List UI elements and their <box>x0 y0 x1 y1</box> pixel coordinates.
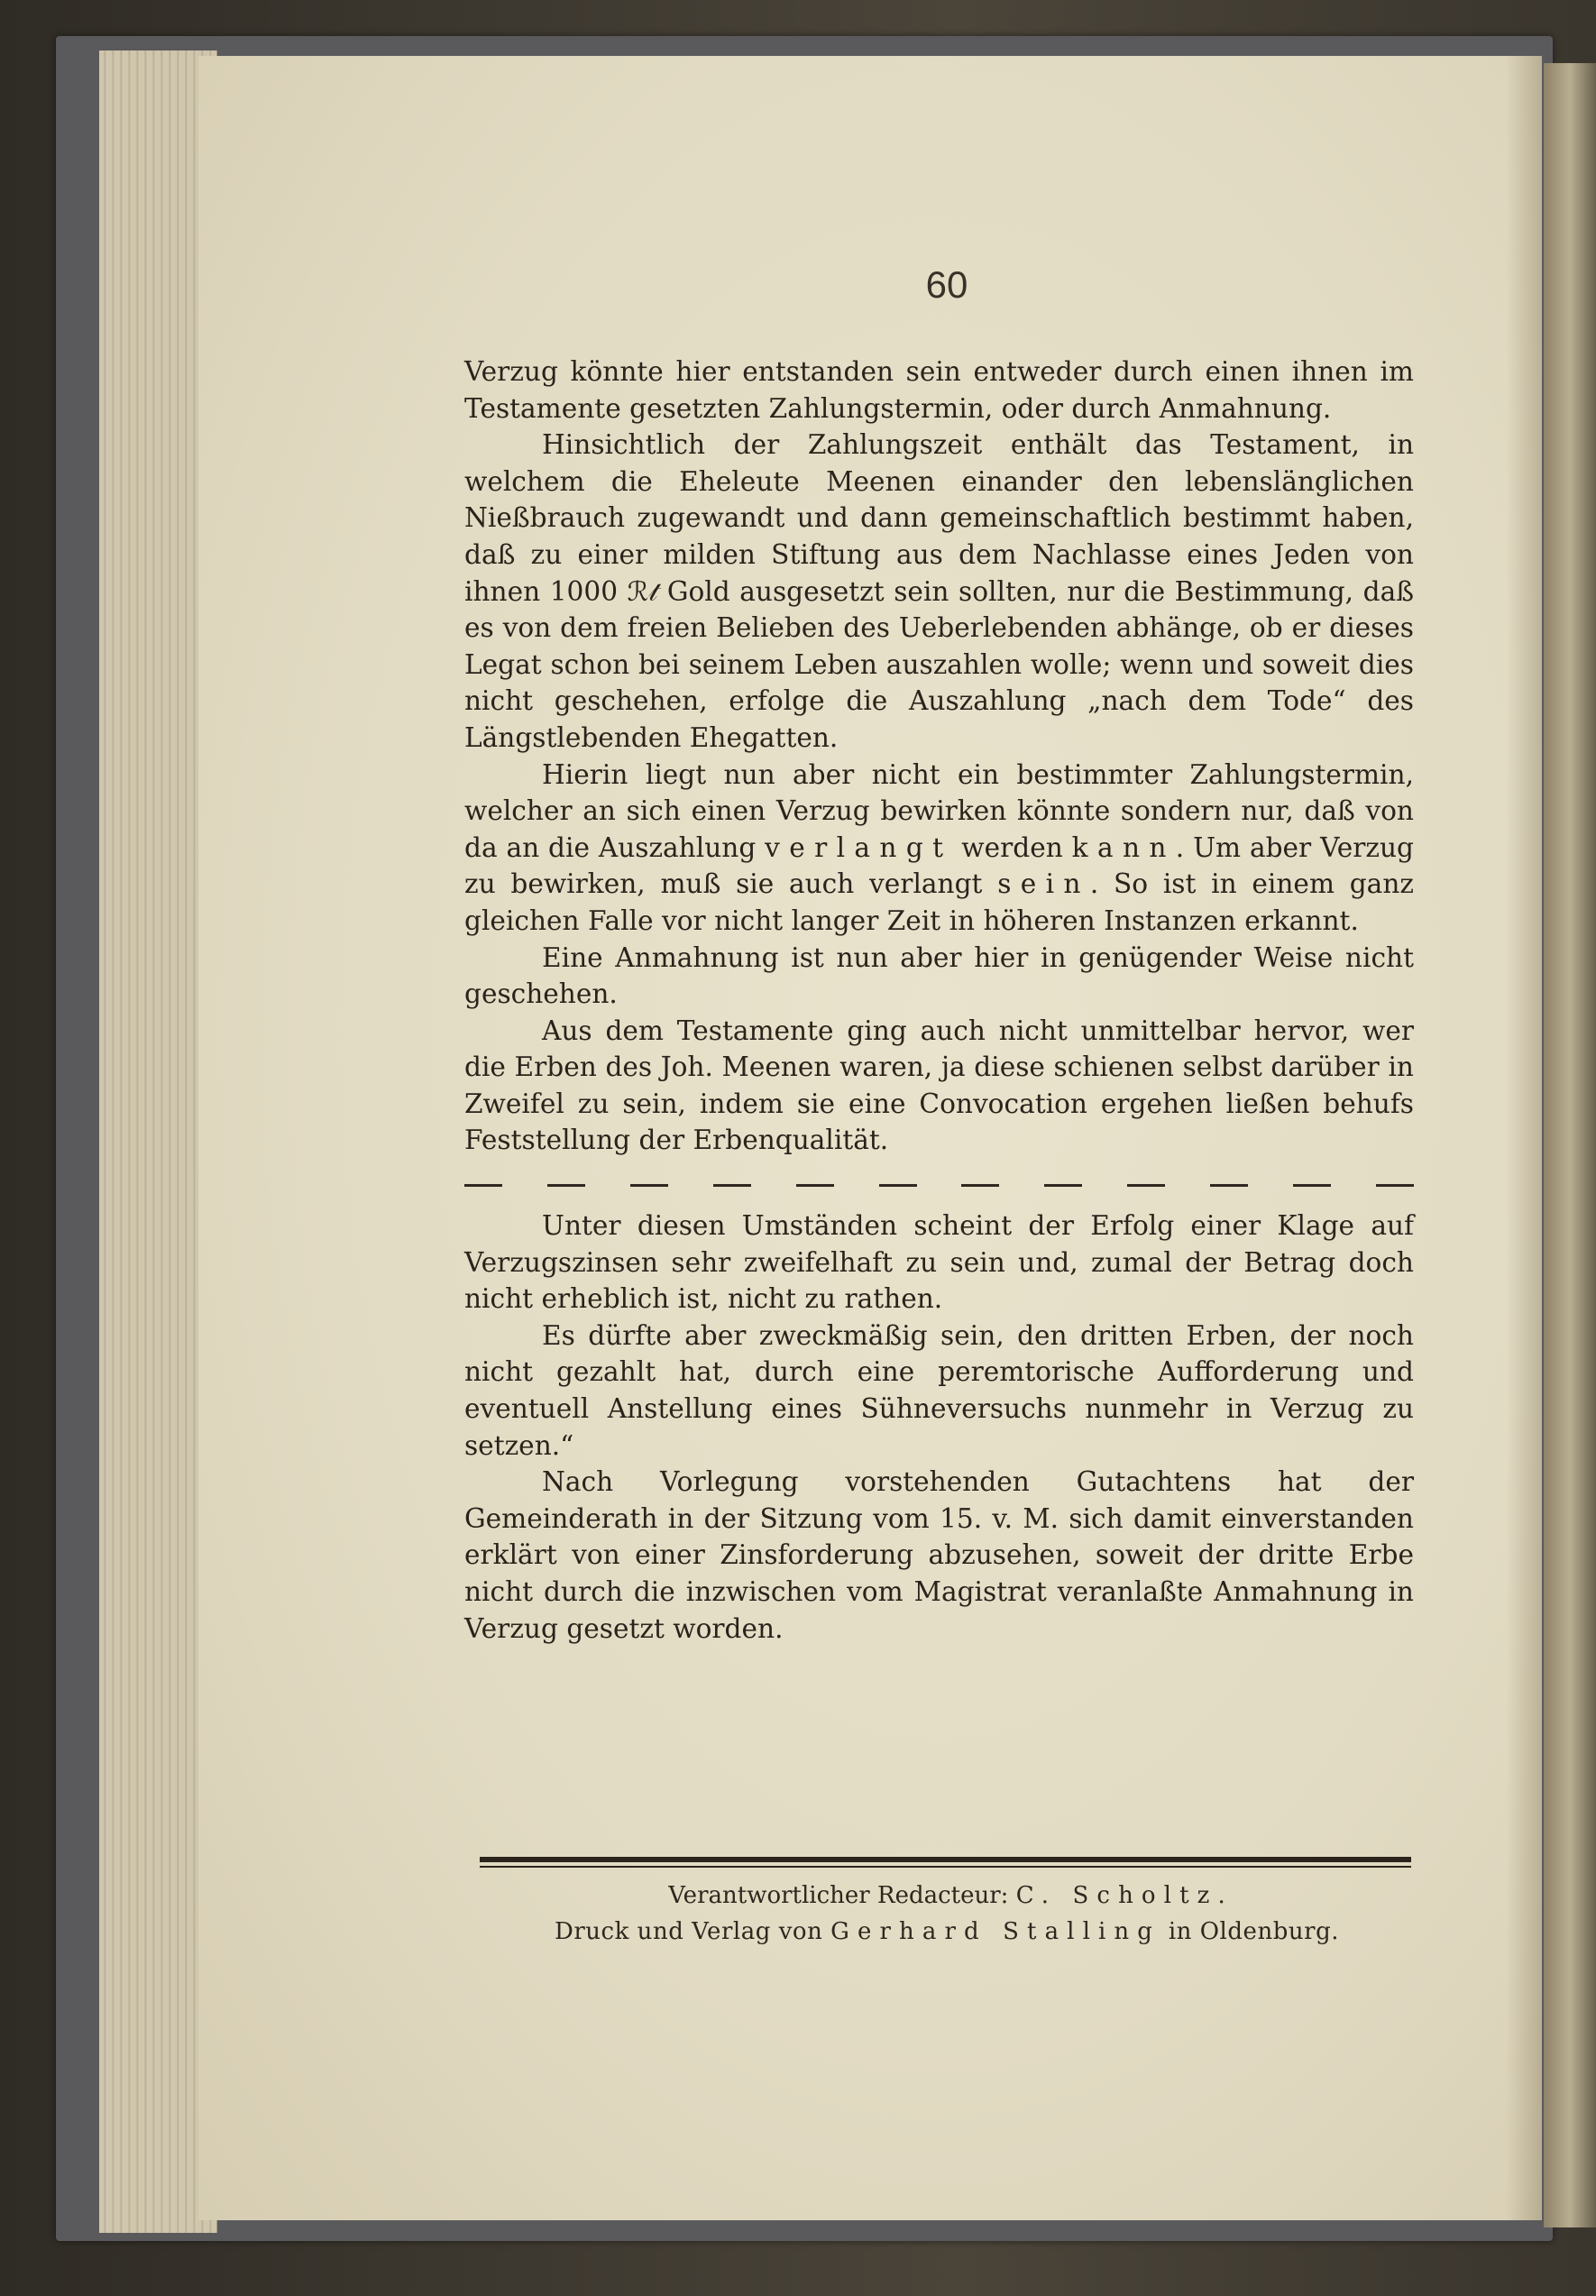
section-separator <box>464 1171 1414 1199</box>
paragraph: Unter diesen Umständen scheint der Erfolg einer Klage auf Verzugszinsen sehr zweifelhaft zu sein und, zumal der Betrag doch nicht erheblich ist, nicht zu rathen. <box>464 1210 1414 1315</box>
next-page-edge <box>1544 63 1596 2227</box>
separator-dash <box>879 1184 917 1187</box>
editor-label: Verantwortlicher Redacteur: <box>668 1882 1016 1909</box>
page-number: 60 <box>925 263 968 306</box>
editor-end: . <box>1217 1882 1225 1909</box>
separator-dash <box>961 1184 999 1187</box>
paragraph: Hinsichtlich der Zahlungszeit enthält das Testament, in welchem die Eheleute Meenen einander den lebenslänglichen Nießbrauch zugewandt und dann gemeinschaftlich bestimmt haben, daß zu einer milden Stiftung aus dem Nachlasse eines Jeden von ihnen 1000 ℛ𝓉 Gold ausgesetzt sein sollten, nur die Bestimmung, daß es von dem freien Belieben des Ueberlebenden abhänge, ob er dieses Legat schon bei seinem Leben auszahlen wolle; wenn und soweit dies nicht geschehen, erfolge die Auszahlung „nach dem Tode“ des Längstlebenden Ehegatten. <box>464 429 1414 753</box>
imprint-rule <box>480 1857 1411 1868</box>
printer-line <box>469 1914 1425 1950</box>
paragraph: Verzug könnte hier entstanden sein entweder durch einen ihnen im Testamente gesetzten Zahlungstermin, oder durch Anmahnung. <box>464 356 1414 424</box>
paragraph: Eine Anmahnung ist nun aber hier in genügender Weise nicht geschehen. <box>464 941 1414 1010</box>
text-span: werden <box>952 831 1072 863</box>
separator-dash <box>1127 1184 1165 1187</box>
paragraph: Nach Vorlegung vorstehenden Gutachtens hat der Gemeinderath in der Sitzung vom 15. v. M. sich damit einverstanden erklärt von einer Zinsforderung abzusehen, soweit der dritte Erbe nicht durch die inzwischen vom Magistrat veranlaßte Anmahnung in Verzug gesetzt worden. <box>464 1466 1414 1644</box>
rule-thick <box>480 1857 1411 1862</box>
page-body <box>464 354 1414 1647</box>
page-gutter-shadow <box>1506 56 1542 2220</box>
separator-dash <box>630 1184 668 1187</box>
text-span: . Um aber Verzug zu bewirken, muß sie auch verlangt <box>464 831 1414 900</box>
separator-dash <box>1210 1184 1248 1187</box>
separator-dash <box>796 1184 834 1187</box>
separator-dash <box>713 1184 751 1187</box>
separator-dash <box>547 1184 585 1187</box>
spaced-emphasis: verlangt <box>765 831 953 863</box>
paragraph: Es dürfte aber zweckmäßig sein, den dritten Erben, der noch nicht gezahlt hat, durch eine peremtorische Aufforderung und eventuell Anstellung eines Sühneversuchs nunmehr in Verzug zu setzen.“ <box>464 1319 1414 1461</box>
print-suffix: in Oldenburg. <box>1160 1918 1340 1945</box>
separator-dash <box>1376 1184 1414 1187</box>
spaced-emphasis: sein <box>997 868 1090 900</box>
text-span: Hierin liegt nun aber nicht ein bestimmter Zahlungstermin, welcher an sich einen Verzug bewirken könnte sondern nur, daß von da an die Auszahlung <box>464 758 1414 863</box>
text-span: . So ist in einem ganz gleichen Falle vor nicht langer Zeit in höheren Instanzen erkannt. <box>464 868 1414 936</box>
rule-thin <box>480 1866 1411 1868</box>
separator-dash <box>1293 1184 1331 1187</box>
separator-dash <box>1044 1184 1082 1187</box>
print-prefix: Druck und Verlag von <box>554 1918 831 1945</box>
editor-name: C. Scholtz <box>1015 1882 1218 1909</box>
printer-name: Gerhard Stalling <box>830 1918 1161 1945</box>
spaced-emphasis: kann <box>1071 831 1176 863</box>
paragraph <box>464 757 1414 940</box>
editor-line <box>469 1878 1425 1914</box>
separator-dash <box>464 1184 502 1187</box>
paragraph: Aus dem Testamente ging auch nicht unmittelbar hervor, wer die Erben des Joh. Meenen waren, ja diese schienen selbst darüber in Zweifel zu sein, indem sie eine Convocation ergehen ließen behufs Feststellung der Erbenqualität. <box>464 1015 1414 1156</box>
imprint <box>469 1878 1425 1950</box>
